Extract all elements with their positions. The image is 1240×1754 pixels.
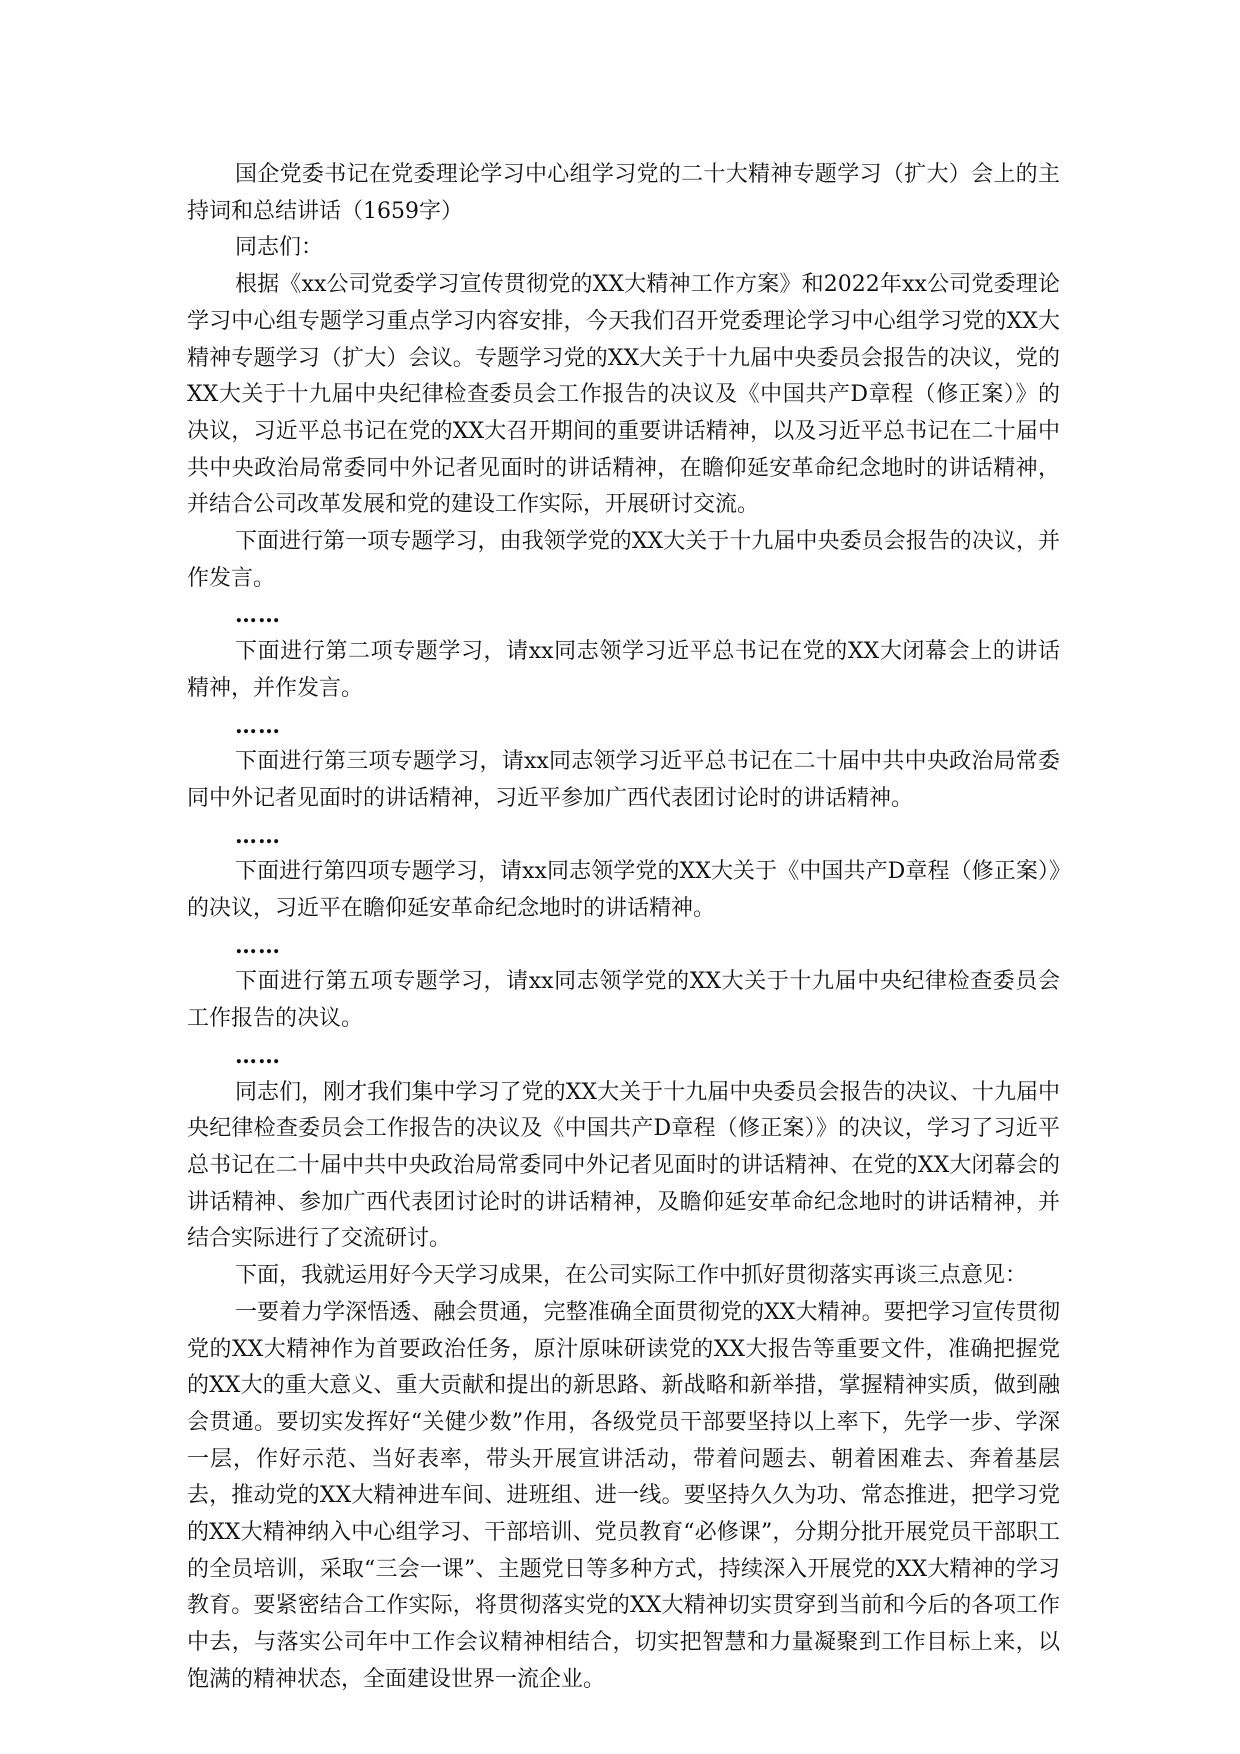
ellipsis-5: …… bbox=[235, 1042, 281, 1069]
paragraph-item-2: 下面进行第二项专题学习，请xx同志领学习近平总书记在党的XX大闭幕会上的讲话精神，并作发言。 bbox=[187, 639, 1060, 701]
paragraph-item-1: 下面进行第一项专题学习，由我领学党的XX大关于十九届中央委员会报告的决议，并作发言。 bbox=[187, 529, 1060, 591]
ellipsis-2: …… bbox=[235, 712, 281, 739]
paragraph-transition: 下面，我就运用好今天学习成果，在公司实际工作中抓好贯彻落实再谈三点意见： bbox=[235, 1263, 1028, 1289]
paragraph-item-4: 下面进行第四项专题学习，请xx同志领学党的XX大关于《中国共产D章程（修正案）》的决议，习近平在瞻仰延安革命纪念地时的讲话精神。 bbox=[187, 859, 1060, 922]
document-title: 国企党委书记在党委理论学习中心组学习党的二十大精神专题学习（扩大）会上的主持词和总结讲话（1659字） bbox=[187, 162, 1060, 224]
greeting: 同志们： bbox=[235, 235, 324, 261]
paragraph-summary: 同志们，刚才我们集中学习了党的XX大关于十九届中央委员会报告的决议、十九届中央纪律检查委员会工作报告的决议及《中国共产D章程（修正案）》的决议，学习了习近平总书记在二十届中共中央政治局常委同中外记者见面时的讲话精神、在党的XX大闭幕会的讲话精神、参加广西代表团讨论时的讲话精神，及瞻仰延安革命纪念地时的讲话精神，并结合实际进行了交流研讨。 bbox=[187, 1079, 1060, 1252]
ellipsis-3: …… bbox=[235, 822, 281, 849]
document-body bbox=[187, 157, 1060, 1699]
ellipsis-4: …… bbox=[235, 932, 281, 959]
paragraph-point-1: 一要着力学深悟透、融会贯通，完整准确全面贯彻党的XX大精神。要把学习宣传贯彻党的XX大精神作为首要政治任务，原汁原味研读党的XX大报告等重要文件，准确把握党的XX大的重大意义、重大贡献和提出的新思路、新战略和新举措，掌握精神实质，做到融会贯通。要切实发挥好“关健少数”作用，各级党员干部要坚持以上率下，先学一步、学深一层，作好示范、当好表率，带头开展宣讲活动，带着问题去、朝着困难去、奔着基层去，推动党的XX大精神进车间、进班组、进一线。要坚持久久为功、常态推进，把学习党的XX大精神纳入中心组学习、干部培训、党员教育“必修课”，分期分批开展党员干部职工的全员培训，采取“三会一课”、主题党日等多种方式，持续深入开展党的XX大精神的学习教育。要紧密结合工作实际，将贯彻落实党的XX大精神切实贯穿到当前和今后的各项工作中去，与落实公司年中工作会议精神相结合，切实把智慧和力量凝聚到工作目标上来，以饱满的精神状态，全面建设世界一流企业。 bbox=[187, 1299, 1060, 1692]
paragraph-item-3: 下面进行第三项专题学习，请xx同志领学习近平总书记在二十届中共中央政治局常委同中外记者见面时的讲话精神，习近平参加广西代表团讨论时的讲话精神。 bbox=[187, 749, 1060, 811]
paragraph-intro: 根据《xx公司党委学习宣传贯彻党的XX大精神工作方案》和2022年xx公司党委理论学习中心组专题学习重点学习内容安排，今天我们召开党委理论学习中心组学习党的XX大精神专题学习（扩大）会议。专题学习党的XX大关于十九届中央委员会报告的决议，党的XX大关于十九届中央纪律检查委员会工作报告的决议及《中国共产D章程（修正案）》的决议，习近平总书记在党的XX大召开期间的重要讲话精神，以及习近平总书记在二十届中共中央政治局常委同中外记者见面时的讲话精神，在瞻仰延安革命纪念地时的讲话精神，并结合公司改革发展和党的建设工作实际，开展研讨交流。 bbox=[187, 272, 1060, 518]
paragraph-item-5: 下面进行第五项专题学习，请xx同志领学党的XX大关于十九届中央纪律检查委员会工作报告的决议。 bbox=[187, 969, 1060, 1032]
ellipsis-1: …… bbox=[235, 602, 281, 629]
